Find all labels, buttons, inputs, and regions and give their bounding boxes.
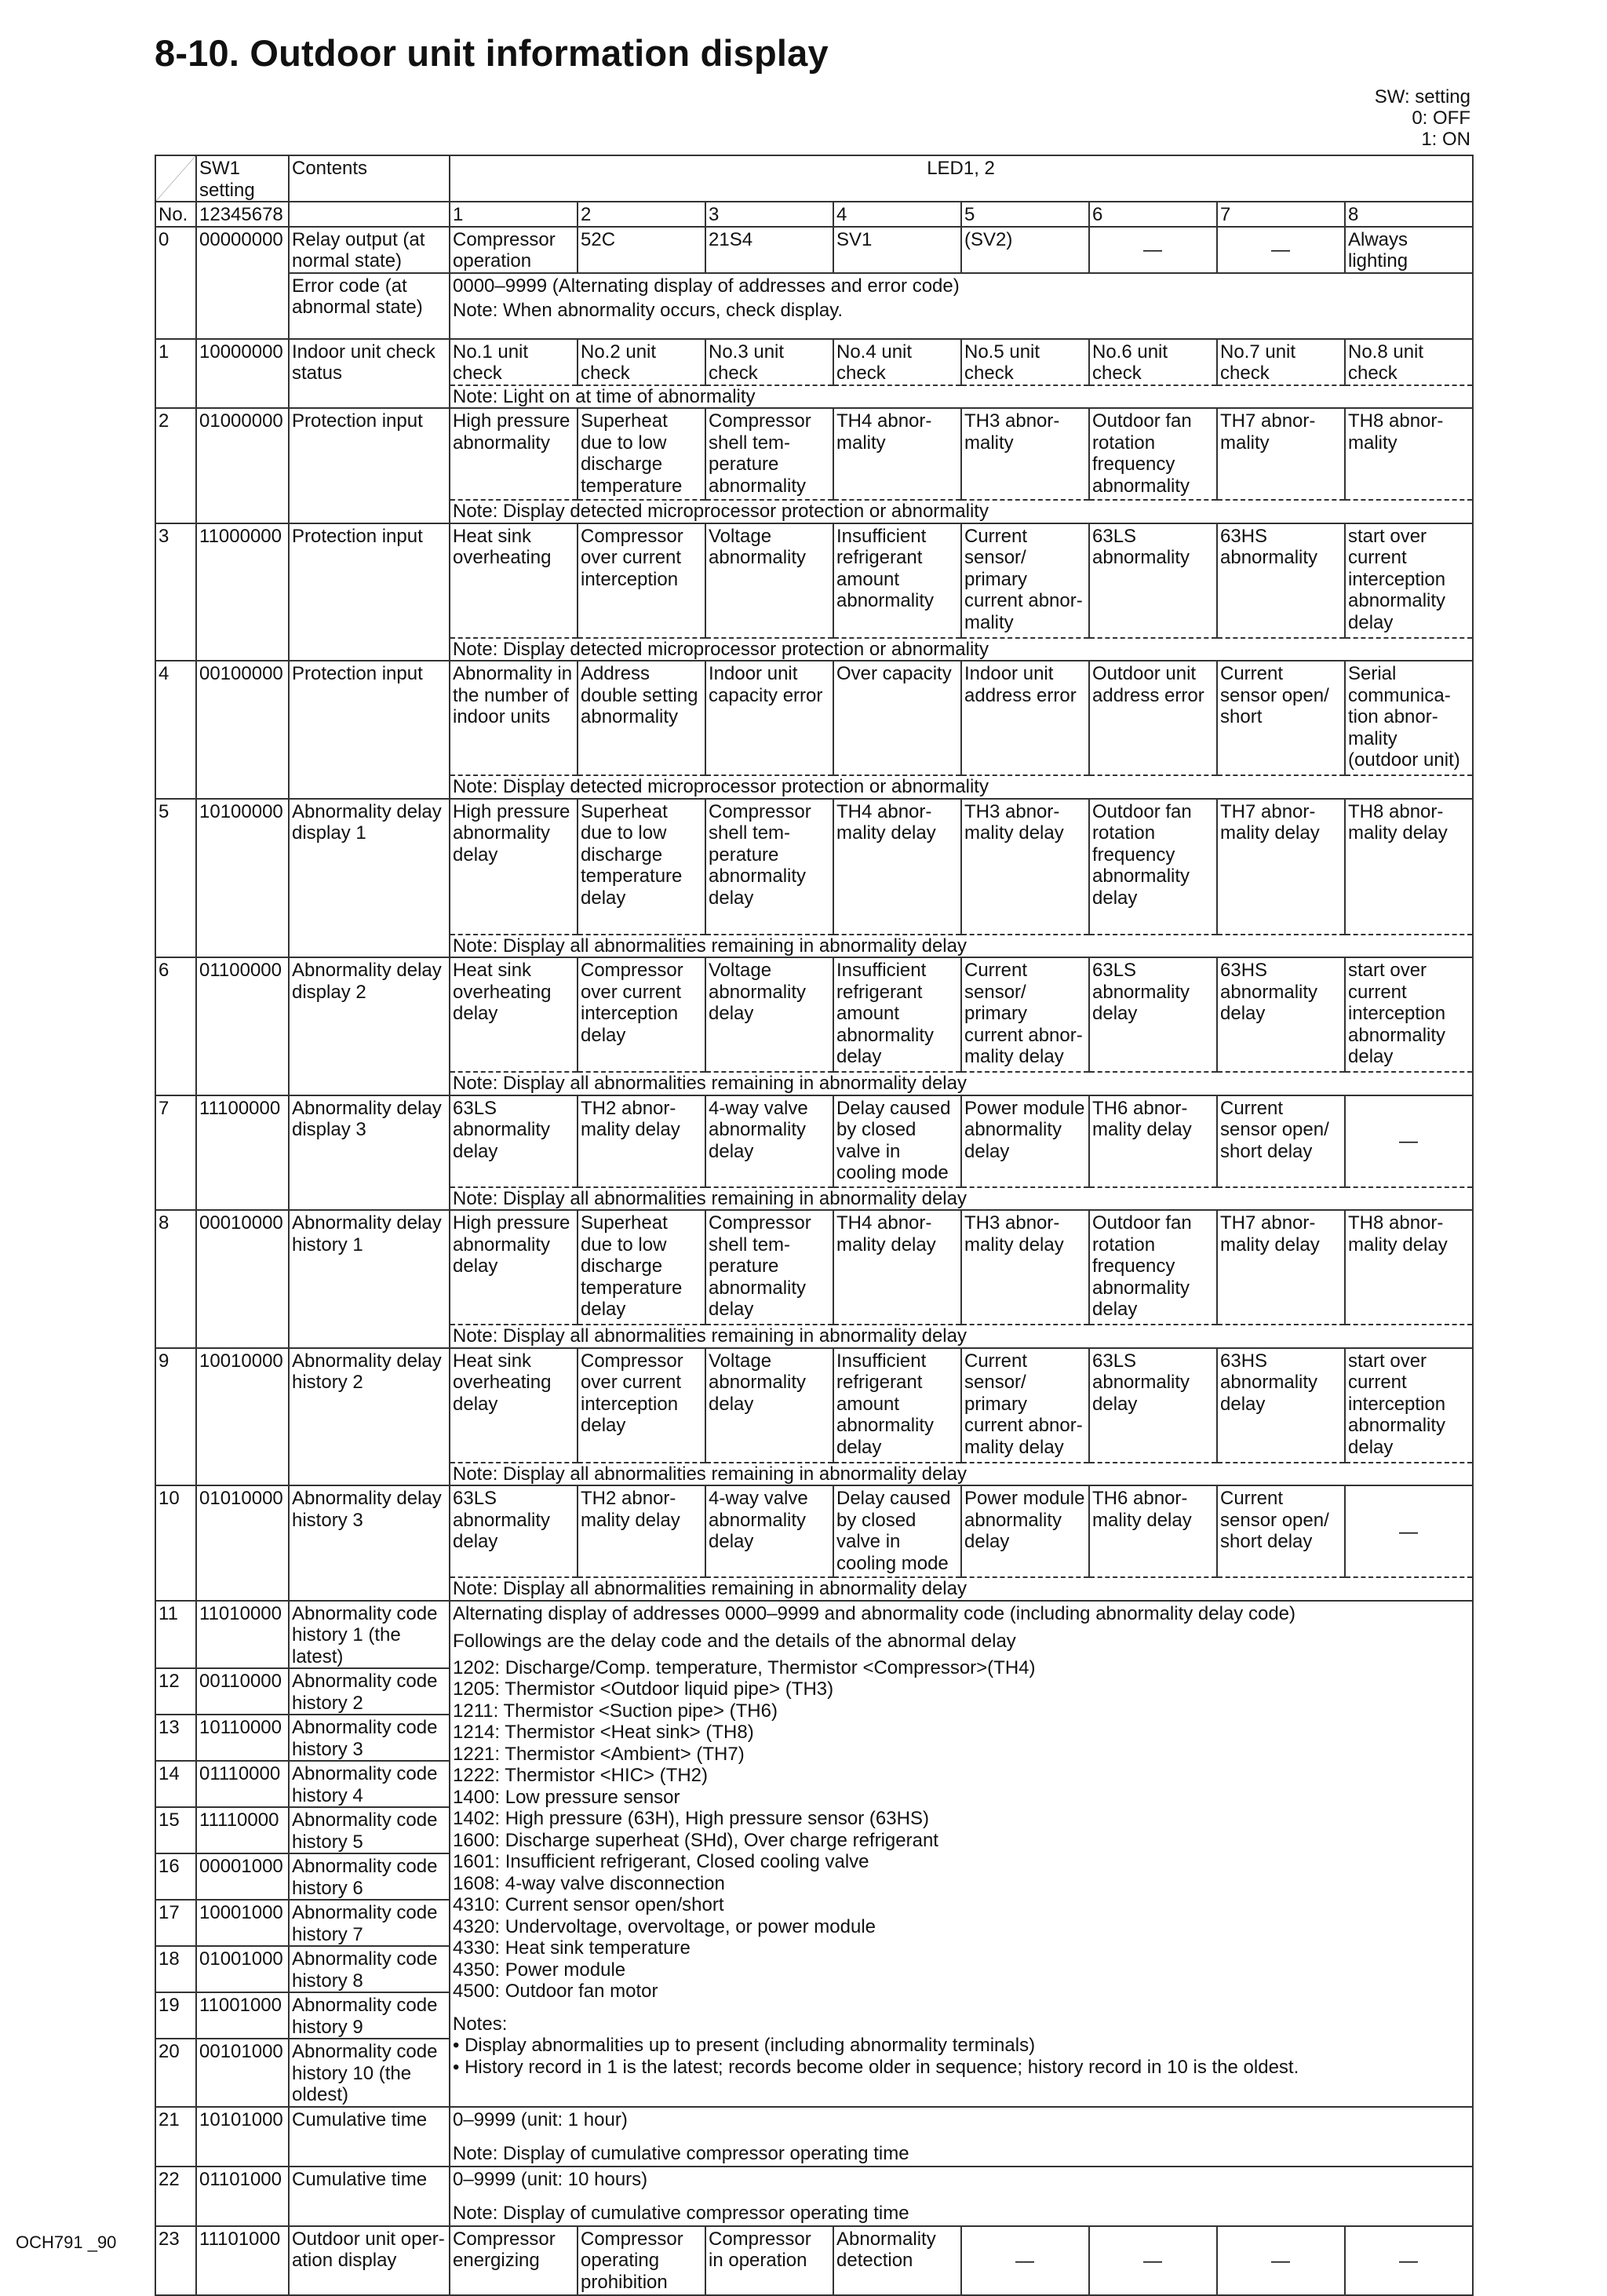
led-cell: Voltage abnormality delay [705, 957, 833, 1072]
abnormality-code-line: 1601: Insufficient refrigerant, Closed cooling valve [453, 1851, 869, 1872]
led-cell: start over current interception abnormality delay [1345, 523, 1473, 638]
row-sw: 00010000 [196, 1210, 289, 1348]
info-table-wrap [155, 155, 1474, 2296]
led-cell: Power module abnormality delay [961, 1095, 1089, 1187]
abnormality-code-line: 4310: Current sensor open/short [453, 1894, 724, 1915]
led-cell: SV1 [833, 227, 961, 273]
led-cell: No.7 unit check [1217, 339, 1345, 385]
led-cell: Compressor energizing [450, 2226, 578, 2295]
table-row [155, 1348, 1473, 1463]
led-cell: High pressure abnormality [450, 408, 578, 500]
abnormality-code-line: 1402: High pressure (63H), High pressure sensor (63HS) [453, 1808, 929, 1829]
row-no: 5 [155, 799, 196, 958]
led-cell: Power module abnormality delay [961, 1485, 1089, 1577]
led-cell: High pressure abnormality delay [450, 799, 578, 935]
led-cell: TH8 abnor-mality delay [1345, 1210, 1473, 1325]
led-cell: TH3 abnor-mality delay [961, 1210, 1089, 1325]
row-note: Note: Display detected microprocessor protection or abnormality [450, 500, 1473, 523]
led-cell: Current sensor/ primary current abnor-mality delay [961, 1348, 1089, 1463]
row-note: Note: Display all abnormalities remaining in abnormality delay [450, 1187, 1473, 1211]
row-no: 1 [155, 339, 196, 409]
led-cell: Current sensor/ primary current abnor-mality delay [961, 957, 1089, 1072]
led-cell: Compressor shell tem-perature abnormality delay [705, 1210, 833, 1325]
table-row [155, 227, 1473, 273]
led-cell: TH8 abnor-mality delay [1345, 799, 1473, 935]
row-sw: 01101000 [196, 2167, 289, 2226]
abnormality-code-line: 4500: Outdoor fan motor [453, 1981, 658, 2002]
row-no: 12 [155, 1668, 196, 1715]
led-cell: start over current interception abnormality delay [1345, 1348, 1473, 1463]
led-cell: No.3 unit check [705, 339, 833, 385]
led-cell: — [961, 2226, 1089, 2295]
led-cell: TH6 abnor-mality delay [1089, 1095, 1217, 1187]
led-cell: 63HS abnormality delay [1217, 1348, 1345, 1463]
row-contents: Abnormality delay display 3 [289, 1095, 450, 1211]
cumulative-row [155, 2107, 1473, 2167]
led-cell: — [1217, 227, 1345, 273]
abnormality-code-line: 1205: Thermistor <Outdoor liquid pipe> (TH3) [453, 1678, 834, 1700]
row-no: 23 [155, 2226, 196, 2295]
led-cell: Heat sink overheating delay [450, 1348, 578, 1463]
row-note: Note: Display all abnormalities remaining in abnormality delay [450, 1577, 1473, 1601]
abnormality-code-line: 1214: Thermistor <Heat sink> (TH8) [453, 1722, 754, 1743]
header-led: LED1, 2 [450, 155, 1473, 202]
header-col-4: 4 [833, 202, 961, 227]
led-cell: Abnormality in the number of indoor units [450, 661, 578, 775]
cumulative-value-cell [450, 2107, 1473, 2167]
row-contents: Error code (at abnormal state) [289, 273, 450, 339]
row-contents: Abnormality code history 5 [289, 1807, 450, 1853]
led-cell: TH3 abnor-mality delay [961, 799, 1089, 935]
row-contents: Abnormality code history 8 [289, 1946, 450, 1992]
row-contents: Abnormality code history 2 [289, 1668, 450, 1715]
led-cell: No.6 unit check [1089, 339, 1217, 385]
row-contents: Cumulative time [289, 2107, 450, 2167]
cumulative-value: 0–9999 (unit: 10 hours) [453, 2168, 648, 2190]
row-no: 21 [155, 2107, 196, 2167]
table-row [155, 408, 1473, 500]
led-cell: Outdoor fan rotation frequency abnormality delay [1089, 799, 1217, 935]
led-cell: TH4 abnor-mality [833, 408, 961, 500]
led-cell: Compressor shell tem-perature abnormality delay [705, 799, 833, 935]
led-cell: — [1089, 2226, 1217, 2295]
led-cell: Compressor in operation [705, 2226, 833, 2295]
error-code-cell [450, 273, 1473, 339]
table-row [155, 523, 1473, 638]
sw-legend [1375, 86, 1470, 150]
led-cell: Superheat due to low discharge temperature [578, 408, 705, 500]
row-no: 14 [155, 1761, 196, 1807]
page-title: 8-10. Outdoor unit information display [155, 32, 829, 74]
row-contents: Cumulative time [289, 2167, 450, 2226]
row-contents: Indoor unit check status [289, 339, 450, 409]
led-cell: Insufficient refrigerant amount abnormality delay [833, 1348, 961, 1463]
cumulative-row [155, 2167, 1473, 2226]
led-cell: 63HS abnormality delay [1217, 957, 1345, 1072]
led-cell: No.2 unit check [578, 339, 705, 385]
row-note: Note: Display detected microprocessor protection or abnormality [450, 775, 1473, 799]
row-sw: 11110000 [196, 1807, 289, 1853]
row-sw: 11010000 [196, 1601, 289, 1669]
history-followings: Followings are the delay code and the details of the abnormal delay [453, 1631, 1016, 1652]
led-cell: Compressor over current interception [578, 523, 705, 638]
led-cell: — [1217, 2226, 1345, 2295]
row-note: Note: Light on at time of abnormality [450, 385, 1473, 409]
diagonal-line [156, 156, 195, 201]
led-cell: Current sensor open/ short delay [1217, 1485, 1345, 1577]
table-row [155, 2226, 1473, 2295]
row-sw: 10010000 [196, 1348, 289, 1486]
abnormality-code-line: 4320: Undervoltage, overvoltage, or power module [453, 1915, 876, 1937]
header-col-6: 6 [1089, 202, 1217, 227]
row-note: Note: Display all abnormalities remaining in abnormality delay [450, 935, 1473, 958]
led-cell: Indoor unit capacity error [705, 661, 833, 775]
header-col-2: 2 [578, 202, 705, 227]
outdoor-info-table [155, 155, 1474, 2296]
abnormality-code-line: 1400: Low pressure sensor [453, 1786, 680, 1808]
doc-code: OCH791 _90 [16, 2232, 117, 2252]
led-cell: Indoor unit address error [961, 661, 1089, 775]
abnormality-code-line: 1222: Thermistor <HIC> (TH2) [453, 1765, 708, 1786]
row-no: 18 [155, 1946, 196, 1992]
led-cell: 21S4 [705, 227, 833, 273]
abnormality-code-line: 4330: Heat sink temperature [453, 1937, 691, 1959]
led-cell: — [1345, 2226, 1473, 2295]
led-cell: — [1089, 227, 1217, 273]
header-bits: 12345678 [196, 202, 289, 227]
row-contents: Protection input [289, 523, 450, 661]
row-sw: 00000000 [196, 227, 289, 339]
row-contents: Protection input [289, 408, 450, 523]
row-sw: 01110000 [196, 1761, 289, 1807]
led-cell: TH7 abnor-mality delay [1217, 1210, 1345, 1325]
error-code-text: 0000–9999 (Alternating display of addresses and error code) [453, 275, 960, 297]
led-cell: TH8 abnor-mality [1345, 408, 1473, 500]
row-sw: 00101000 [196, 2039, 289, 2107]
led-cell: Outdoor unit address error [1089, 661, 1217, 775]
led-cell: No.4 unit check [833, 339, 961, 385]
led-cell: Heat sink overheating [450, 523, 578, 638]
row-no: 19 [155, 1992, 196, 2039]
cumulative-value: 0–9999 (unit: 1 hour) [453, 2108, 628, 2130]
header-row-2 [155, 202, 1473, 227]
row-no: 4 [155, 661, 196, 799]
row-note: Note: Display all abnormalities remaining in abnormality delay [450, 1463, 1473, 1486]
row-contents: Outdoor unit oper-ation display [289, 2226, 450, 2295]
led-cell: 63LS abnormality delay [1089, 957, 1217, 1072]
row-sw: 10101000 [196, 2107, 289, 2167]
led-cell: — [1345, 1095, 1473, 1187]
sw-legend-line: SW: setting [1374, 86, 1470, 108]
led-cell: No.5 unit check [961, 339, 1089, 385]
led-cell: 63HS abnormality [1217, 523, 1345, 638]
cumulative-note: Note: Display of cumulative compressor operating time [453, 2203, 909, 2224]
led-cell: Voltage abnormality [705, 523, 833, 638]
led-cell: TH4 abnor-mality delay [833, 1210, 961, 1325]
header-sw1: SW1 setting [196, 155, 289, 202]
history-description-cell [450, 1601, 1473, 2107]
history-note-line: • History record in 1 is the latest; records become older in sequence; history record in 10 is the oldest. [453, 2056, 1299, 2078]
led-cell: No.1 unit check [450, 339, 578, 385]
led-cell: TH7 abnor-mality [1217, 408, 1345, 500]
row-no: 22 [155, 2167, 196, 2226]
led-cell: TH6 abnor-mality delay [1089, 1485, 1217, 1577]
row-no: 7 [155, 1095, 196, 1211]
led-cell: Compressor over current interception delay [578, 1348, 705, 1463]
row-sw: 00001000 [196, 1853, 289, 1900]
row-sw: 11100000 [196, 1095, 289, 1211]
led-cell: TH2 abnor-mality delay [578, 1095, 705, 1187]
header-contents: Contents [289, 155, 450, 202]
led-cell: 63LS abnormality delay [450, 1095, 578, 1187]
header-col-5: 5 [961, 202, 1089, 227]
row-contents: Abnormality delay display 2 [289, 957, 450, 1095]
led-cell: TH4 abnor-mality delay [833, 799, 961, 935]
led-cell: Superheat due to low discharge temperature delay [578, 799, 705, 935]
led-cell: Current sensor open/ short [1217, 661, 1345, 775]
row-sw: 01010000 [196, 1485, 289, 1601]
row-no: 0 [155, 227, 196, 339]
led-cell: Compressor operating prohibition [578, 2226, 705, 2295]
led-cell: (SV2) [961, 227, 1089, 273]
table-row [155, 1095, 1473, 1187]
led-cell: Delay caused by closed valve in cooling mode [833, 1485, 961, 1577]
header-col-3: 3 [705, 202, 833, 227]
led-cell: 63LS abnormality [1089, 523, 1217, 638]
led-cell: Serial communica-tion abnor-mality (outdoor unit) [1345, 661, 1473, 775]
led-cell: TH2 abnor-mality delay [578, 1485, 705, 1577]
row-sw: 11101000 [196, 2226, 289, 2295]
row-no: 8 [155, 1210, 196, 1348]
row-sw: 10001000 [196, 1900, 289, 1946]
row-no: 11 [155, 1601, 196, 1669]
row-contents: Abnormality code history 7 [289, 1900, 450, 1946]
abnormality-code-line: 1221: Thermistor <Ambient> (TH7) [453, 1743, 745, 1765]
row-sw: 00100000 [196, 661, 289, 799]
abnormality-code-line: 1202: Discharge/Comp. temperature, Thermistor <Compressor>(TH4) [453, 1656, 1036, 1678]
row-no: 10 [155, 1485, 196, 1601]
row-no: 3 [155, 523, 196, 661]
row-no: 15 [155, 1807, 196, 1853]
row-no: 13 [155, 1715, 196, 1761]
led-cell: Compressor over current interception delay [578, 957, 705, 1072]
row-contents: Abnormality code history 4 [289, 1761, 450, 1807]
led-cell: Outdoor fan rotation frequency abnormality delay [1089, 1210, 1217, 1325]
led-cell: TH3 abnor-mality [961, 408, 1089, 500]
led-cell: — [1345, 1485, 1473, 1577]
led-cell: Over capacity [833, 661, 961, 775]
history-row [155, 1601, 1473, 1669]
led-cell: Abnormality detection [833, 2226, 961, 2295]
led-cell: 63LS abnormality delay [1089, 1348, 1217, 1463]
cumulative-value-cell [450, 2167, 1473, 2226]
led-cell: 52C [578, 227, 705, 273]
led-cell: Always lighting [1345, 227, 1473, 273]
sw-legend-line: 1: ON [1421, 129, 1470, 150]
led-cell: High pressure abnormality delay [450, 1210, 578, 1325]
led-cell: 63LS abnormality delay [450, 1485, 578, 1577]
row-sw: 10100000 [196, 799, 289, 958]
header-no: No. [155, 202, 196, 227]
row-no: 2 [155, 408, 196, 523]
led-cell: 4-way valve abnormality delay [705, 1485, 833, 1577]
header-col-8: 8 [1345, 202, 1473, 227]
led-cell: Insufficient refrigerant amount abnormality [833, 523, 961, 638]
table-row [155, 957, 1473, 1072]
row-contents: Abnormality code history 6 [289, 1853, 450, 1900]
led-cell: No.8 unit check [1345, 339, 1473, 385]
led-cell: Current sensor/ primary current abnor-mality [961, 523, 1089, 638]
row-note: Note: Display all abnormalities remaining in abnormality delay [450, 1325, 1473, 1348]
table-row [155, 1485, 1473, 1577]
led-cell: 4-way valve abnormality delay [705, 1095, 833, 1187]
row-sw: 01100000 [196, 957, 289, 1095]
row-contents: Protection input [289, 661, 450, 799]
row-contents: Abnormality delay history 1 [289, 1210, 450, 1348]
row-sw: 10000000 [196, 339, 289, 409]
history-intro: Alternating display of addresses 0000–9999 and abnormality code (including abnormality delay code) [453, 1602, 1295, 1624]
history-note-line: • Display abnormalities up to present (including abnormality terminals) [453, 2035, 1036, 2056]
sw-legend-line: 0: OFF [1412, 108, 1470, 129]
row-contents: Abnormality delay history 2 [289, 1348, 450, 1486]
table-row [155, 273, 1473, 339]
row-sw: 01001000 [196, 1946, 289, 1992]
led-cell: Address double setting abnormality [578, 661, 705, 775]
row-no: 9 [155, 1348, 196, 1486]
header-col-7: 7 [1217, 202, 1345, 227]
table-row [155, 339, 1473, 385]
led-cell: Compressor operation [450, 227, 578, 273]
led-cell: TH7 abnor-mality delay [1217, 799, 1345, 935]
led-cell: Voltage abnormality delay [705, 1348, 833, 1463]
led-cell: Delay caused by closed valve in cooling mode [833, 1095, 961, 1187]
row-sw: 11001000 [196, 1992, 289, 2039]
row-no: 6 [155, 957, 196, 1095]
error-code-note: Note: When abnormality occurs, check display. [453, 300, 844, 321]
row-sw: 11000000 [196, 523, 289, 661]
led-cell: Outdoor fan rotation frequency abnormality [1089, 408, 1217, 500]
abnormality-code-line: 1211: Thermistor <Suction pipe> (TH6) [453, 1700, 778, 1722]
row-contents: Abnormality code history 3 [289, 1715, 450, 1761]
row-sw: 00110000 [196, 1668, 289, 1715]
row-contents: Abnormality code history 1 (the latest) [289, 1601, 450, 1669]
row-sw: 01000000 [196, 408, 289, 523]
row-note: Note: Display detected microprocessor protection or abnormality [450, 638, 1473, 661]
row-contents: Abnormality delay history 3 [289, 1485, 450, 1601]
header-col-1: 1 [450, 202, 578, 227]
abnormality-code-line: 4350: Power module [453, 1959, 626, 1981]
led-cell: Insufficient refrigerant amount abnormality delay [833, 957, 961, 1072]
row-no: 17 [155, 1900, 196, 1946]
cumulative-note: Note: Display of cumulative compressor operating time [453, 2143, 909, 2164]
led-cell: start over current interception abnormality delay [1345, 957, 1473, 1072]
led-cell: Current sensor open/ short delay [1217, 1095, 1345, 1187]
row-note: Note: Display all abnormalities remaining in abnormality delay [450, 1072, 1473, 1095]
row-contents: Relay output (at normal state) [289, 227, 450, 273]
led-cell: Compressor shell tem-perature abnormality [705, 408, 833, 500]
row-no: 20 [155, 2039, 196, 2107]
row-contents: Abnormality code history 9 [289, 1992, 450, 2039]
row-contents: Abnormality delay display 1 [289, 799, 450, 958]
row-contents: Abnormality code history 10 (the oldest) [289, 2039, 450, 2107]
table-row [155, 1210, 1473, 1325]
header-row [155, 155, 1473, 202]
history-notes-label: Notes: [453, 2013, 508, 2035]
table-row [155, 661, 1473, 775]
row-sw: 10110000 [196, 1715, 289, 1761]
table-row [155, 799, 1473, 935]
abnormality-code-line: 1600: Discharge superheat (SHd), Over charge refrigerant [453, 1829, 938, 1851]
led-cell: Superheat due to low discharge temperature delay [578, 1210, 705, 1325]
led-cell: Heat sink overheating delay [450, 957, 578, 1072]
row-no: 16 [155, 1853, 196, 1900]
diagonal-corner-cell [155, 155, 196, 202]
abnormality-code-line: 1608: 4-way valve disconnection [453, 1872, 725, 1894]
